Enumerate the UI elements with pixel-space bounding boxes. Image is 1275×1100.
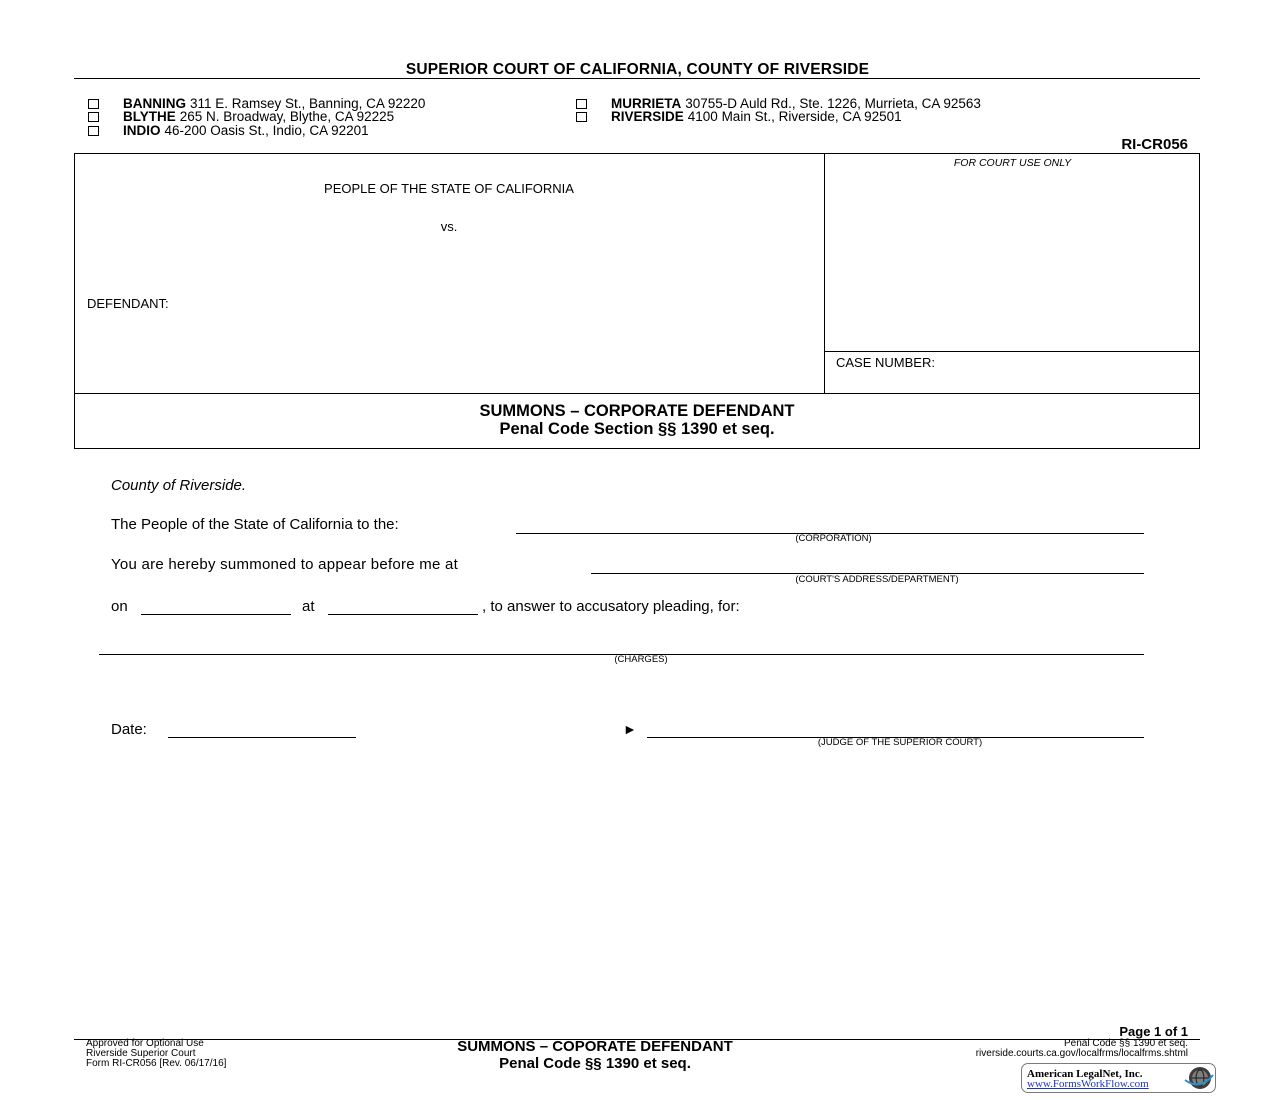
footer-form-rev: Form RI-CR056 [Rev. 06/17/16] <box>86 1058 227 1069</box>
date-label: Date: <box>111 721 147 738</box>
document-subtitle: Penal Code Section §§ 1390 et seq. <box>499 420 775 438</box>
page-number: Page 1 of 1 <box>1119 1024 1188 1039</box>
location-address: 265 N. Broadway, Blythe, CA 92225 <box>179 109 395 124</box>
versus-text: vs. <box>440 219 458 234</box>
logo-url-link[interactable]: www.FormsWorkFlow.com <box>1027 1078 1149 1090</box>
case-number-divider <box>824 351 1200 352</box>
defendant-field[interactable] <box>87 312 812 386</box>
footer-url[interactable]: riverside.courts.ca.gov/localfrms/localfrms.shtml <box>975 1048 1188 1059</box>
people-caption: PEOPLE OF THE STATE OF CALIFORNIA <box>324 181 574 196</box>
location-address: 46-200 Oasis St., Indio, CA 92201 <box>164 123 369 138</box>
location-name: MURRIETA <box>611 96 682 111</box>
header-rule <box>74 78 1200 79</box>
charges-hint: (CHARGES) <box>614 654 668 665</box>
document-title: SUMMONS – CORPORATE DEFENDANT <box>479 402 795 420</box>
location-name: RIVERSIDE <box>611 109 684 124</box>
judge-hint: (JUDGE OF THE SUPERIOR COURT) <box>817 737 983 748</box>
at-label: at <box>302 598 315 615</box>
address-hint: (COURT'S ADDRESS/DEPARTMENT) <box>795 574 959 585</box>
county-text: County of Riverside. <box>111 477 247 494</box>
court-title: SUPERIOR COURT OF CALIFORNIA, COUNTY OF RIVERSIDE <box>405 61 870 78</box>
appearance-time-field[interactable] <box>328 614 478 615</box>
case-number-label: CASE NUMBER: <box>836 355 935 370</box>
date-field[interactable] <box>168 737 356 738</box>
location-option-riverside <box>576 109 902 124</box>
appearance-date-field[interactable] <box>141 614 291 615</box>
form-id: RI-CR056 <box>1121 136 1188 153</box>
footer-approved: Approved for Optional Use <box>86 1038 204 1049</box>
footer-code: Penal Code §§ 1390 et seq. <box>1064 1038 1188 1049</box>
logo-company-name: American LegalNet, Inc. <box>1027 1068 1143 1080</box>
corporation-hint: (CORPORATION) <box>795 533 872 544</box>
answer-text: , to answer to accusatory pleading, for: <box>482 598 740 615</box>
location-name: BANNING <box>123 96 186 111</box>
location-name: BLYTHE <box>123 109 176 124</box>
on-label: on <box>111 598 128 615</box>
banning-checkbox[interactable] <box>88 99 99 109</box>
location-name: INDIO <box>123 123 161 138</box>
court-use-label: FOR COURT USE ONLY <box>953 157 1072 169</box>
people-to-text: The People of the State of California to the: <box>111 516 399 533</box>
footer-title: SUMMONS – COPORATE DEFENDANT <box>457 1038 733 1055</box>
blythe-checkbox[interactable] <box>88 112 99 122</box>
location-address: 4100 Main St., Riverside, CA 92501 <box>687 109 902 124</box>
title-divider <box>74 393 1200 394</box>
footer-court: Riverside Superior Court <box>86 1048 196 1059</box>
location-option-blythe <box>88 109 394 124</box>
summoned-text: You are hereby summoned to appear before me at <box>111 556 458 573</box>
case-number-field[interactable] <box>968 356 1192 388</box>
signature-arrow-icon: ► <box>623 721 637 737</box>
globe-icon <box>1178 1064 1216 1092</box>
location-option-indio <box>88 123 369 138</box>
location-address: 30755-D Auld Rd., Ste. 1226, Murrieta, CA 92563 <box>685 96 981 111</box>
caption-vertical-divider <box>824 153 825 394</box>
footer-subtitle: Penal Code §§ 1390 et seq. <box>499 1055 691 1072</box>
defendant-label: DEFENDANT: <box>87 296 169 311</box>
court-use-area <box>836 175 1188 343</box>
indio-checkbox[interactable] <box>88 126 99 136</box>
riverside-checkbox[interactable] <box>576 112 587 122</box>
murrieta-checkbox[interactable] <box>576 99 587 109</box>
location-address: 311 E. Ramsey St., Banning, CA 92220 <box>190 96 426 111</box>
